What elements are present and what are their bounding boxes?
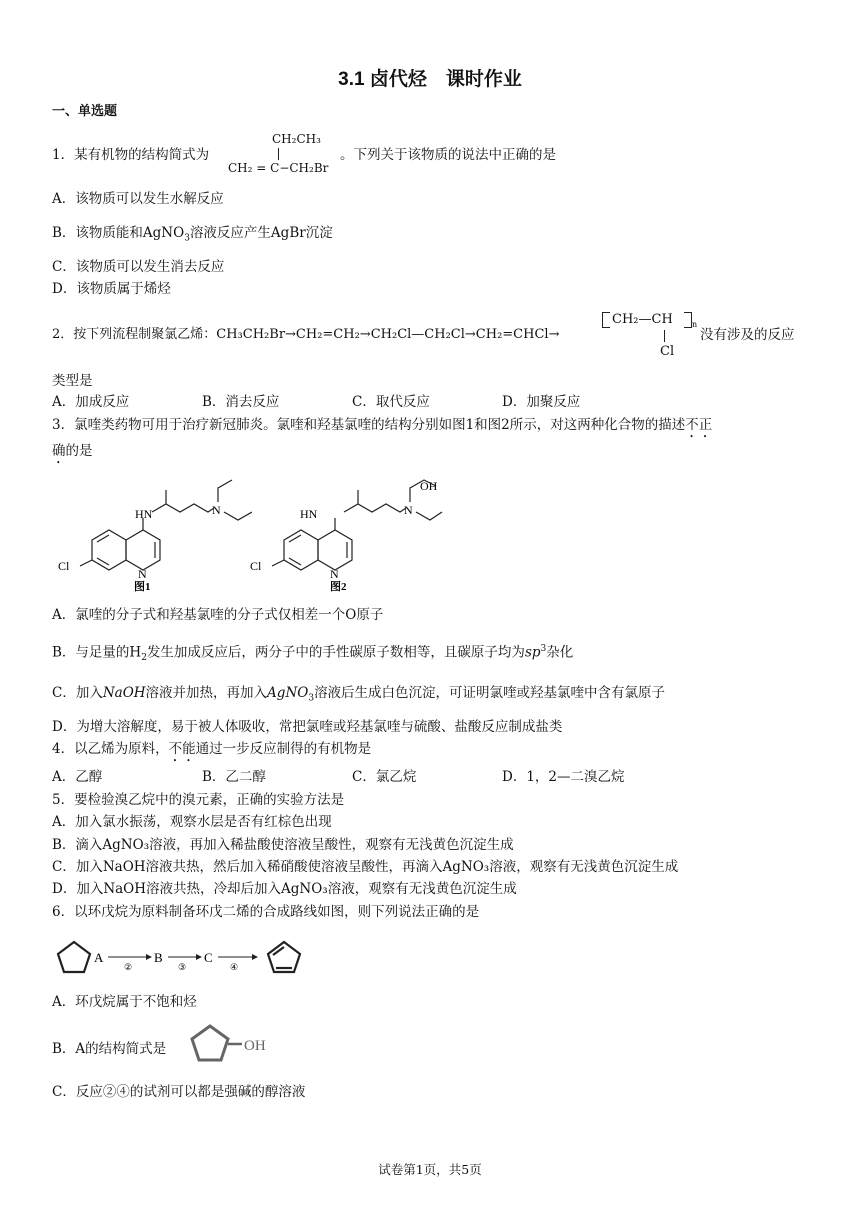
q3-fig1-ethyl-1 bbox=[218, 480, 232, 502]
q3-option-c-naoh: NaOH bbox=[102, 685, 146, 701]
q3-option-d: D．为增大溶解度，易于被人体吸收，常把氯喹或羟基氯喹与硫酸、盐酸反应制成盐类 bbox=[52, 719, 563, 735]
q1-option-a: A．该物质可以发生水解反应 bbox=[52, 191, 224, 207]
q3-fig2-atom-hn: HN bbox=[300, 507, 318, 521]
q5-option-d: D．加入NaOH溶液共热，冷却后加入AgNO₃溶液，观察有无浅黄色沉淀生成 bbox=[52, 881, 517, 897]
q1-option-c: C．该物质可以发生消去反应 bbox=[52, 259, 225, 275]
q3-fig2-atom-oh: OH bbox=[420, 479, 438, 493]
route-step-3: ③ bbox=[178, 962, 187, 972]
q3-option-a: A．氯喹的分子式和羟基氯喹的分子式仅相差一个O原子 bbox=[52, 607, 384, 623]
q1-option-b-sub: 3 bbox=[184, 233, 190, 244]
q5-option-b: B．滴入AgNO₃溶液，再加入稀盐酸使溶液呈酸性，观察有无浅黄色沉淀生成 bbox=[52, 837, 514, 853]
q5-option-a: A．加入氯水振荡，观察水层是否有红棕色出现 bbox=[52, 814, 332, 830]
route-arrow-head-4 bbox=[252, 954, 258, 960]
q3-fig2-atom-n-side: N bbox=[404, 503, 413, 517]
q2-polymer-n: n bbox=[692, 320, 698, 329]
q3-fig1-label: 图1 bbox=[134, 581, 151, 593]
q1-structure bbox=[226, 132, 336, 180]
cyclopentane-ring bbox=[58, 942, 90, 972]
q6-option-c: C．反应②④的试剂可以都是强碱的醇溶液 bbox=[52, 1084, 306, 1100]
q4-stem bbox=[52, 740, 371, 765]
q3-stem-start: 3．氯喹类药物可用于治疗新冠肺炎。氯喹和羟基氯喹的结构分别如图1和图2所示，对这两种化合物的描述 bbox=[52, 417, 686, 433]
q5-stem: 5．要检验溴乙烷中的溴元素，正确的实验方法是 bbox=[52, 792, 345, 808]
cyclopentanol-oh: OH bbox=[244, 1038, 266, 1054]
cyclopentanol-ring bbox=[192, 1026, 228, 1060]
q4-option-d: D．1，2—二溴乙烷 bbox=[502, 769, 625, 785]
q3-option-c-sub: 3 bbox=[308, 693, 315, 704]
q2-stem: 2．按下列流程制聚氯乙烯：CH₃CH₂Br→CH₂=CH₂→CH₂Cl—CH₂Cl→CH₂=CHCl→ bbox=[52, 327, 560, 342]
q3-fig1-atom-n-side: N bbox=[212, 503, 221, 517]
q2-option-b: B．消去反应 bbox=[202, 394, 280, 410]
q2-stem-line2: 类型是 bbox=[52, 373, 93, 389]
q3-fig1-cl-bond bbox=[80, 560, 92, 566]
q1-option-b-end: 溶液反应产生AgBr沉淀 bbox=[189, 225, 333, 241]
q3-fig2-side-chain bbox=[344, 504, 406, 512]
q2-bond-vertical bbox=[664, 330, 665, 342]
q3-fig1-atom-n-ring: N bbox=[138, 567, 147, 581]
q3-fig1-side-chain bbox=[152, 504, 214, 512]
q2-option-a: A．加成反应 bbox=[52, 394, 130, 410]
q3-fig2-cl-bond bbox=[272, 560, 284, 566]
q3-option-b-sp: sp bbox=[524, 644, 541, 661]
route-step-4: ④ bbox=[230, 962, 239, 972]
q3-option-b-end: 杂化 bbox=[546, 644, 574, 661]
q3-fig1-ring-left bbox=[92, 530, 126, 570]
q3-stem bbox=[52, 416, 712, 441]
route-b: B bbox=[154, 950, 163, 965]
q3-figure-2 bbox=[244, 474, 444, 594]
q1-stem-start: 1．某有机物的结构简式为 bbox=[52, 147, 210, 163]
page-title: 3.1 卤代烃 课时作业 bbox=[338, 69, 522, 90]
q1-formula-main: CH₂ = C−CH₂Br bbox=[228, 161, 329, 175]
q3-fig2-label: 图2 bbox=[330, 581, 347, 593]
q1-option-b bbox=[52, 224, 333, 248]
q3-stem-emphasis: 不正 bbox=[685, 417, 713, 433]
q3-fig2-atom-cl: Cl bbox=[250, 559, 262, 573]
q3-fig1-atom-hn: HN bbox=[135, 507, 153, 521]
q4-stem-start: 4．以乙烯为原料， bbox=[52, 741, 169, 757]
q3-option-c-mid: 溶液并加热，再加入 bbox=[145, 685, 268, 701]
q2-polymer bbox=[598, 308, 708, 360]
q3-option-b-start: B．与足量的H bbox=[52, 644, 142, 661]
q1-stem-end: 。下列关于该物质的说法中正确的是 bbox=[340, 147, 556, 163]
q3-stem-line2 bbox=[52, 442, 93, 467]
q6-option-a: A．环戊烷属于不饱和烃 bbox=[52, 994, 197, 1010]
q3-option-b-sup: 3 bbox=[540, 644, 547, 654]
q3-fig1-atom-cl: Cl bbox=[58, 559, 70, 573]
q4-option-b: B．乙二醇 bbox=[202, 769, 266, 785]
q3-option-c bbox=[52, 684, 665, 708]
cyclopentanol-structure bbox=[184, 1020, 274, 1074]
q2-stem-end: 没有涉及的反应 bbox=[700, 327, 795, 343]
q4-option-a: A．乙醇 bbox=[52, 769, 103, 785]
q6-option-b: B．A的结构简式是 bbox=[52, 1041, 167, 1057]
q3-option-b-mid: 发生加成反应后，两分子中的手性碳原子数相等，且碳原子均为 bbox=[146, 644, 525, 661]
route-arrow-head-2 bbox=[146, 954, 152, 960]
q3-option-c-agno: AgNO bbox=[267, 685, 309, 701]
q4-stem-end: 通过一步反应制得的有机物是 bbox=[195, 741, 372, 757]
q2-bracket-right bbox=[684, 312, 692, 328]
q3-stem-emphasis-2: 确 bbox=[52, 443, 66, 459]
q4-option-c: C．氯乙烷 bbox=[352, 769, 417, 785]
q3-fig2-atom-n-ring: N bbox=[330, 567, 339, 581]
q2-bracket-left bbox=[602, 312, 610, 328]
q1-formula-top: CH₂CH₃ bbox=[272, 132, 321, 146]
route-a: A bbox=[94, 950, 104, 965]
page-footer: 试卷第1页，共5页 bbox=[378, 1162, 482, 1177]
q6-synthesis-route bbox=[52, 936, 322, 980]
q3-fig2-ethyl bbox=[416, 512, 442, 520]
q5-option-c: C．加入NaOH溶液共热，然后加入稀硝酸使溶液呈酸性，再滴入AgNO₃溶液，观察有无浅黄色沉淀生成 bbox=[52, 859, 679, 875]
q3-option-b-sub: 2 bbox=[141, 653, 147, 664]
q6-stem: 6．以环戊烷为原料制备环戊二烯的合成路线如图，则下列说法正确的是 bbox=[52, 904, 480, 920]
q3-option-c-end: 溶液后生成白色沉淀，可证明氯喹或羟基氯喹中含有氯原子 bbox=[314, 685, 666, 701]
q3-fig2-ring-left bbox=[284, 530, 318, 570]
q3-option-b bbox=[52, 640, 573, 667]
q3-figure-1 bbox=[52, 474, 252, 594]
q2-option-d: D．加聚反应 bbox=[502, 394, 581, 410]
route-step-2: ② bbox=[124, 962, 133, 972]
section-heading: 一、单选题 bbox=[52, 103, 118, 118]
route-c: C bbox=[204, 950, 213, 965]
q2-polymer-main: CH₂—CH bbox=[612, 312, 673, 327]
q2-polymer-cl: Cl bbox=[660, 344, 675, 359]
q4-stem-emphasis: 不能 bbox=[168, 741, 196, 757]
q1-option-d: D．该物质属于烯烃 bbox=[52, 281, 171, 297]
cyclopentadiene-ring bbox=[268, 942, 300, 972]
q2-option-c: C．取代反应 bbox=[352, 394, 430, 410]
q1-option-b-start: B．该物质能和AgNO bbox=[52, 225, 185, 241]
q3-option-c-start: C．加入 bbox=[52, 685, 103, 701]
route-arrow-head-3 bbox=[196, 954, 202, 960]
q1-bond-vertical bbox=[278, 148, 279, 160]
q3-stem-end: 的是 bbox=[65, 443, 93, 459]
